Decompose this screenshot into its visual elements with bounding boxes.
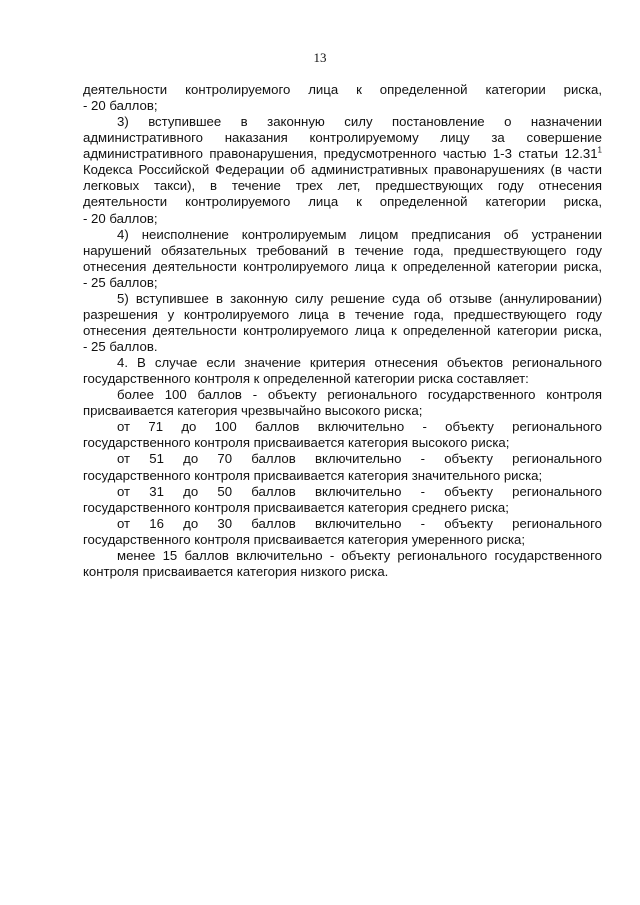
text-line-content: присваивается категория чрезвычайно высокого риска; (83, 403, 423, 419)
text-line-content: отнесения деятельности контролируемого лица к определенной категории риска, (83, 258, 602, 274)
text-line-content: менее 15 баллов включительно - объекту регионального государственного (117, 547, 602, 563)
text-line-content: отнесения деятельности контролируемого лица к определенной категории риска, (83, 322, 602, 338)
text-line (83, 419, 602, 435)
text-line-content: административного наказания контролируемому лицу за совершение (83, 130, 602, 146)
text-line-content: разрешения у контролируемого лица в течение года, предшествующего году (83, 306, 602, 322)
text-line (83, 114, 602, 130)
text-line (83, 275, 602, 291)
text-line (83, 146, 602, 162)
text-line-content: от 51 до 70 баллов включительно - объекту регионального (117, 451, 602, 467)
text-line-content: 5) вступившее в законную силу решение суда об отзыве (аннулировании) (117, 290, 602, 306)
text-line-content: - 20 баллов; (83, 210, 158, 226)
text-line-content: - 25 баллов; (83, 274, 158, 290)
text-line (83, 435, 602, 451)
text-line (83, 227, 602, 243)
text-line (83, 516, 602, 532)
text-line-content: от 16 до 30 баллов включительно - объекту регионального (117, 515, 602, 531)
text-line (83, 291, 602, 307)
text-line-content: государственного контроля присваивается категория среднего риска; (83, 499, 509, 515)
text-line-content: от 71 до 100 баллов включительно - объекту регионального (117, 419, 602, 435)
page-number: 13 (313, 50, 327, 65)
document-body (83, 82, 602, 580)
text-line (83, 162, 602, 178)
text-line (83, 564, 602, 580)
text-line-content: 4. В случае если значение критерия отнесения объектов регионального (117, 355, 602, 371)
text-line-content: - 20 баллов; (83, 98, 158, 114)
footnote-superscript: 1 (597, 145, 602, 155)
text-line (83, 500, 602, 516)
text-line-content: административного правонарушения, предусмотренного частью 1-3 статьи 12.31$^1$ (83, 145, 602, 162)
text-line (83, 532, 602, 548)
text-line (83, 468, 602, 484)
text-line-content: 4) неисполнение контролируемым лицом предписания об устранении (117, 226, 602, 242)
text-line (83, 451, 602, 467)
text-line (83, 194, 602, 210)
text-line (83, 387, 602, 403)
text-line-content: Кодекса Российской Федерации об административных правонарушениях (в части (83, 162, 602, 178)
text-line (83, 130, 602, 146)
text-line (83, 403, 602, 419)
text-line-content: государственного контроля присваивается категория значительного риска; (83, 467, 543, 483)
text-line (83, 307, 602, 323)
text-line (83, 82, 602, 98)
text-line-content: деятельности контролируемого лица к определенной категории риска, (83, 82, 602, 97)
text-line (83, 548, 602, 564)
text-line-content: государственного контроля присваивается категория высокого риска; (83, 435, 510, 451)
text-line-content: государственного контроля к определенной категории риска составляет: (83, 371, 529, 387)
text-line (83, 323, 602, 339)
text-line-content: контроля присваивается категория низкого риска. (83, 563, 389, 579)
text-line (83, 178, 602, 194)
text-line-content: более 100 баллов - объекту регионального государственного контроля (117, 387, 602, 403)
text-line (83, 211, 602, 227)
text-line (83, 243, 602, 259)
text-line-content: деятельности контролируемого лица к определенной категории риска, (83, 194, 602, 210)
text-line-content: нарушений обязательных требований в течение года, предшествующего году (83, 242, 602, 258)
text-line (83, 98, 602, 114)
text-line-content: государственного контроля присваивается категория умеренного риска; (83, 531, 526, 547)
text-line (83, 355, 602, 371)
text-line (83, 484, 602, 500)
text-line-content: от 31 до 50 баллов включительно - объекту регионального (117, 483, 602, 499)
text-line-content: - 25 баллов. (83, 339, 158, 354)
text-line (83, 259, 602, 275)
text-line-content: легковых такси), в течение трех лет, предшествующих году отнесения (83, 178, 602, 194)
text-line (83, 339, 602, 355)
text-line (83, 371, 602, 387)
text-line-content: 3) вступившее в законную силу постановление о назначении (117, 114, 602, 130)
